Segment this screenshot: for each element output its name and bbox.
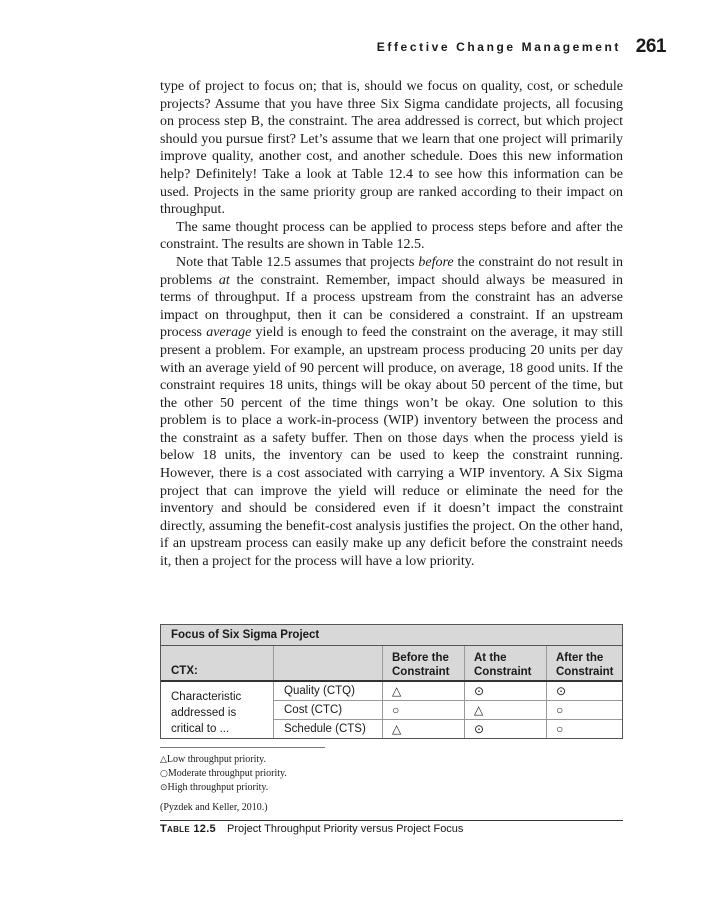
paragraph-2: The same thought process can be applied to process steps before and after the constraint. The results are shown in Table 12.5. bbox=[160, 219, 623, 253]
table-title: Focus of Six Sigma Project bbox=[161, 625, 622, 646]
footnote-low bbox=[160, 753, 287, 767]
cell-before: △ bbox=[382, 720, 464, 738]
table-row bbox=[273, 720, 622, 738]
emphasis-at: at bbox=[218, 272, 230, 288]
citation: (Pyzdek and Keller, 2010.) bbox=[160, 802, 268, 813]
ctx-label: CTX: bbox=[171, 665, 198, 677]
cell-before: ○ bbox=[382, 701, 464, 719]
footnote-low-text: Low throughput priority. bbox=[166, 754, 266, 765]
paragraph-3 bbox=[160, 254, 623, 571]
emphasis-before: before bbox=[418, 254, 454, 270]
column-header-before-line2: Constraint bbox=[392, 666, 450, 678]
caption-label: Table 12.5 bbox=[160, 823, 216, 835]
footnote-moderate bbox=[160, 767, 287, 781]
column-header-before-line1: Before the bbox=[392, 652, 449, 664]
paragraph-3-text-c: the constraint. Remember, impact should always be measured in terms of throughput. If a process upstream from the constraint has an adverse impact on throughput, then it can be considered a constraint. If an upstream process bbox=[160, 272, 623, 341]
footnote-moderate-text: Moderate throughput priority. bbox=[167, 768, 287, 779]
table-header-row bbox=[161, 646, 622, 682]
cell-after: ⊙ bbox=[546, 682, 622, 700]
table-row bbox=[273, 701, 622, 720]
cell-at: ⊙ bbox=[464, 720, 546, 738]
emphasis-average: average bbox=[206, 325, 252, 341]
column-header-before bbox=[382, 646, 464, 680]
row-label: Quality (CTQ) bbox=[273, 682, 382, 700]
column-header-after-line1: After the bbox=[556, 652, 604, 664]
cell-at: ⊙ bbox=[464, 682, 546, 700]
cell-after: ○ bbox=[546, 720, 622, 738]
column-header-after bbox=[546, 646, 622, 680]
row-group-label-line2: addressed is bbox=[171, 707, 237, 719]
cell-before: △ bbox=[382, 682, 464, 700]
circle-icon: ○ bbox=[160, 769, 168, 779]
table-footnotes bbox=[160, 753, 287, 814]
dotted-circle-icon: ⊙ bbox=[160, 783, 168, 793]
priority-table bbox=[160, 624, 623, 739]
page-number: 261 bbox=[635, 36, 666, 57]
footnote-high bbox=[160, 781, 287, 795]
row-group-label bbox=[161, 682, 273, 738]
running-header-title: Effective Change Management bbox=[376, 40, 621, 54]
row-group-label-line3: critical to ... bbox=[171, 723, 230, 735]
row-label: Cost (CTC) bbox=[273, 701, 382, 719]
triangle-icon: △ bbox=[160, 755, 167, 765]
caption-divider bbox=[160, 820, 623, 821]
row-group-label-line1: Characteristic bbox=[171, 691, 242, 703]
column-header-after-line2: Constraint bbox=[556, 666, 614, 678]
column-header-at-line2: Constraint bbox=[474, 666, 532, 678]
caption-text: Project Throughput Priority versus Project Focus bbox=[227, 823, 464, 835]
paragraph-3-text-d: yield is enough to feed the constraint on the average, it may still present a problem. For example, an upstream process producing 20 units per day with an average yield of 90 percent will produce, on average, 18 good units. If the constraint requires 18 units, things will be okay about 50 percent of the time, but the other 50 percent of the time things won’t be okay. One solution to this problem is to place a work-in-process (WIP) inventory between the process and the constraint as a safety buffer. Then on those days when the process yield is below 18 units, the inventory can be used to keep the constraint running. However, there is a cost associated with carrying a WIP inventory. A Six Sigma project that can improve the yield will reduce or eliminate the need for the inventory and should be considered even if it doesn’t impact the constraint directly, assuming the benefit-cost analysis justifies the project. On the other hand, if an upstream process can easily make up any deficit before the constraint needs it, then a project for the process will have a low priority. bbox=[160, 325, 623, 570]
column-header-at-line1: At the bbox=[474, 652, 507, 664]
table-row bbox=[273, 682, 622, 701]
table-caption bbox=[160, 823, 463, 835]
paragraph-1: type of project to focus on; that is, should we focus on quality, cost, or schedule projects? Assume that you have three Six Sigma candidate projects, all focusing on process step B, the constraint. The area addressed is correct, but which project should you pursue first? Let’s assume that we learn that one project will primarily improve quality, another cost, and another schedule. Does this new information help? Definitely! Take a look at Table 12.4 to see how this information can be used. Projects in the same priority group are ranked according to their impact on throughput. bbox=[160, 79, 623, 218]
body-text bbox=[160, 78, 623, 571]
footnote-high-text: High throughput priority. bbox=[167, 782, 269, 793]
paragraph-3-text-a: Note that Table 12.5 assumes that projects bbox=[176, 254, 419, 270]
column-header-at bbox=[464, 646, 546, 680]
running-header bbox=[160, 36, 666, 58]
table-body bbox=[161, 682, 622, 738]
cell-after: ○ bbox=[546, 701, 622, 719]
cell-at: △ bbox=[464, 701, 546, 719]
footnote-divider bbox=[160, 747, 325, 748]
row-label: Schedule (CTS) bbox=[273, 720, 382, 738]
paragraph-3-text-b: the constraint do not result in problems bbox=[160, 254, 623, 288]
header-empty-cell bbox=[273, 646, 382, 680]
